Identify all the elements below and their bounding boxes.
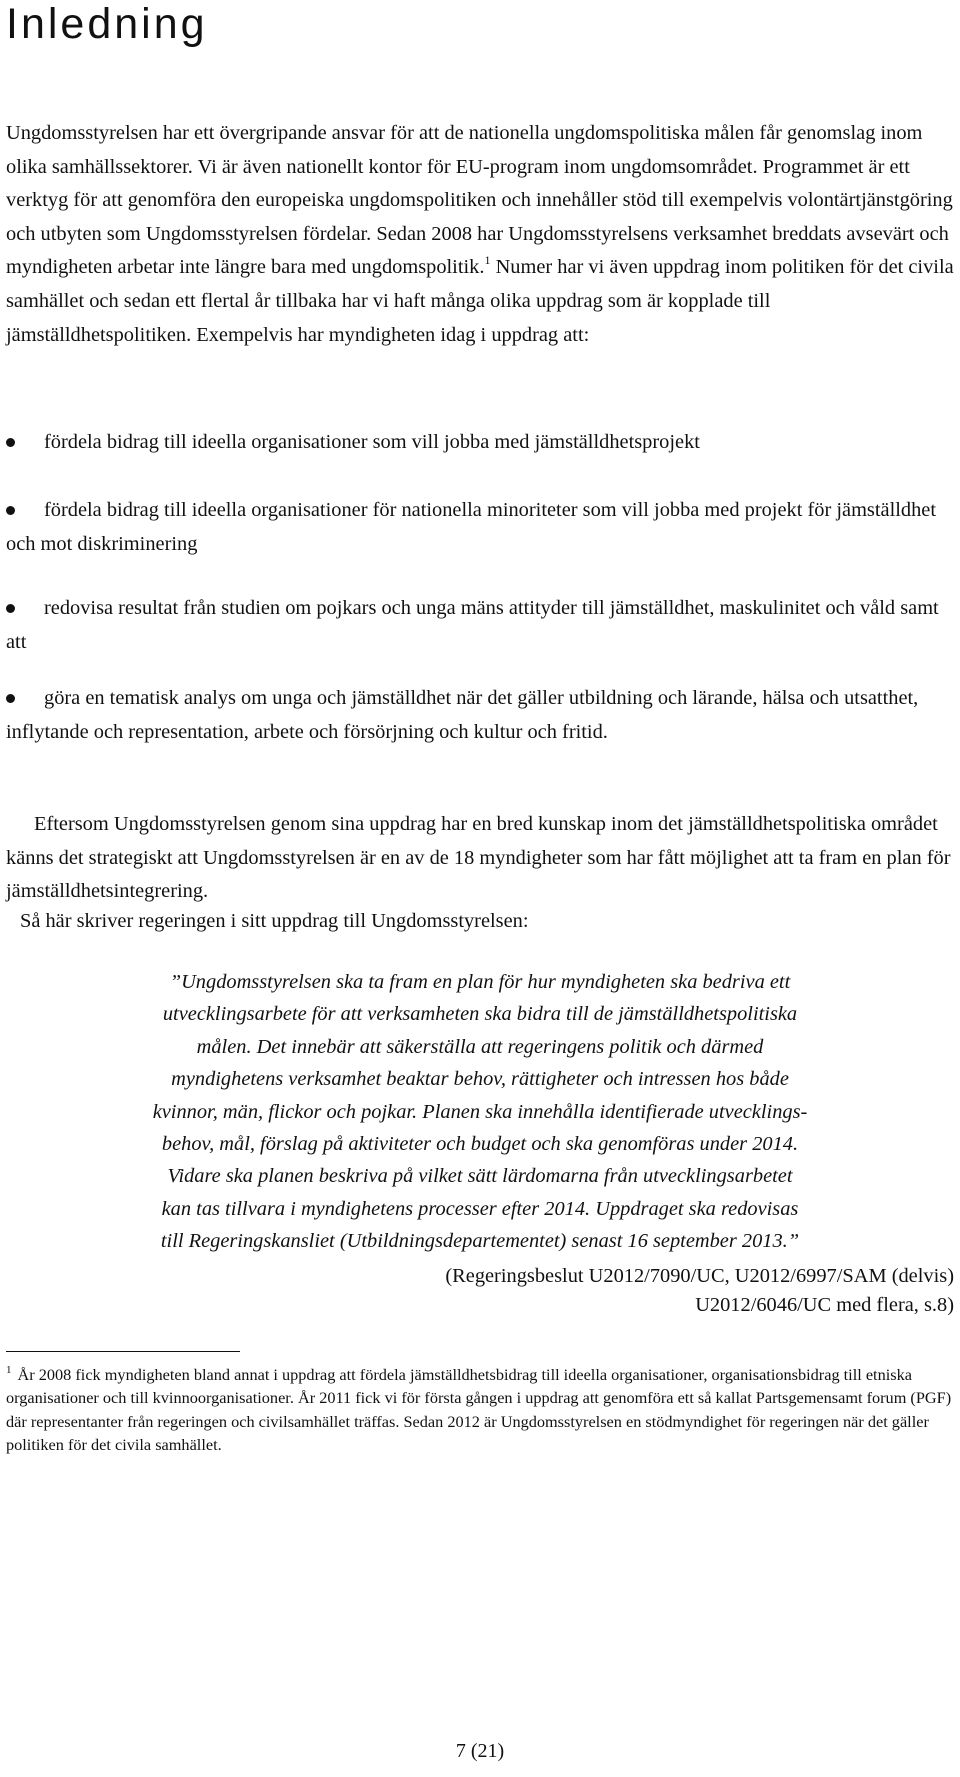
footnote (6, 1363, 954, 1457)
intro-text: Ungdomsstyrelsen har ett övergripande ansvar för att de nationella ungdomspolitiska målen får genomslag inom olika samhällssektorer. Vi är även nationellt kontor för EU-program inom ungdomsområdet. Programmet är ett verktyg för att genomföra den europeiska ungdomspolitiken och innehåller stöd till exempelvis volontärtjänstgöring och utbyten som Ungdomsstyrelsen fördelar. Sedan 2008 har Ungdomsstyrelsens verksamhet breddats avsevärt och myndigheten arbetar inte längre bara med ungdomspolitik. (6, 122, 953, 279)
footnote-reference[interactable]: 1 (484, 253, 491, 268)
list-item (6, 592, 954, 659)
bullet-icon (6, 438, 15, 447)
quote-intro-paragraph: Så här skriver regeringen i sitt uppdrag till Ungdomsstyrelsen: (20, 910, 529, 932)
citation-line: U2012/6046/UC med flera, s.8) (695, 1294, 954, 1316)
list-item-text: redovisa resultat från studien om pojkars och unga mäns attityder till jämställdhet, maskulinitet och våld samt att (6, 597, 939, 653)
quote-line: myndighetens verksamhet beaktar behov, rättigheter och intressen hos både (171, 1068, 789, 1091)
page-heading: Inledning (6, 0, 208, 48)
footnote-divider (6, 1351, 240, 1352)
bullet-icon (6, 506, 15, 515)
page-number: 7 (21) (455, 1740, 505, 1762)
document-page (6, 0, 954, 1777)
bullet-icon (6, 694, 15, 703)
list-item-text: göra en tematisk analys om unga och jämställdhet när det gäller utbildning och lärande, hälsa och utsatthet, inflytande och representation, arbete och försörjning och kultur och fritid. (6, 687, 919, 743)
quote-citation (6, 1262, 954, 1320)
list-item (6, 682, 954, 749)
quote-line: kvinnor, män, flickor och pojkar. Planen ska innehålla identifierade utvecklings- (152, 1100, 808, 1123)
quote-line: Vidare ska planen beskriva på vilket sätt lärdomarna från utvecklingsarbetet (167, 1165, 793, 1188)
list-item-text: fördela bidrag till ideella organisationer för nationella minoriteter som vill jobba med projekt för jämställdhet och mot diskriminering (6, 499, 937, 555)
strategy-paragraph (6, 808, 954, 909)
intro-paragraph (6, 117, 954, 352)
bullet-icon (6, 604, 15, 613)
quote-line: behov, mål, förslag på aktiviteter och budget och ska genomföras under 2014. (161, 1133, 799, 1156)
citation-line: (Regeringsbeslut U2012/7090/UC, U2012/6997/SAM (delvis) (445, 1265, 954, 1287)
list-item (6, 494, 954, 561)
footnote-marker: 1 (6, 1364, 12, 1376)
footnote-text: År 2008 fick myndigheten bland annat i uppdrag att fördela jämställdhetsbidrag till ideella organisationer, organisationsbidrag till etniska organisationer och till kvinnoorganisationer. År 2011 fick vi för första gången i uppdrag att genomföra ett så kallat Partsgemensamt forum (PGF) där representanter från regeringen och civilsamhället träffas. Sedan 2012 är Ungdomsstyrelsen en stödmyndighet för regeringen när det gäller politiken för det civila samhället. (6, 1365, 952, 1455)
list-item (6, 426, 954, 460)
quote-line: kan tas tillvara i myndighetens processer efter 2014. Uppdraget ska redovisas (161, 1197, 799, 1220)
quote-line: målen. Det innebär att säkerställa att regeringens politik och därmed (196, 1035, 764, 1058)
quote-line: ”Ungdomsstyrelsen ska ta fram en plan för hur myndigheten ska bedriva ett (169, 971, 791, 993)
strategy-text: Eftersom Ungdomsstyrelsen genom sina uppdrag har en bred kunskap inom det jämställdhetspolitiska området känns det strategiskt att Ungdomsstyrelsen är en av de 18 myndigheter som har fått möjlighet att ta fram en plan för jämställdhetsintegrering. (6, 813, 951, 903)
government-quote (6, 966, 954, 1258)
list-item-text: fördela bidrag till ideella organisationer som vill jobba med jämställdhetsprojekt (44, 431, 700, 453)
quote-line: utvecklingsarbete för att verksamheten ska bidra till de jämställdhetspolitiska (162, 1003, 798, 1026)
intro-text-continued: Numer har vi även uppdrag inom politiken för det civila samhället och sedan ett flertal år tillbaka har vi haft många olika uppdrag som är kopplade till jämställdhetspolitiken. Exempelvis har myndigheten idag i uppdrag att: (6, 256, 954, 346)
quote-line: till Regeringskansliet (Utbildningsdepartementet) senast 16 september 2013.” (160, 1230, 800, 1253)
